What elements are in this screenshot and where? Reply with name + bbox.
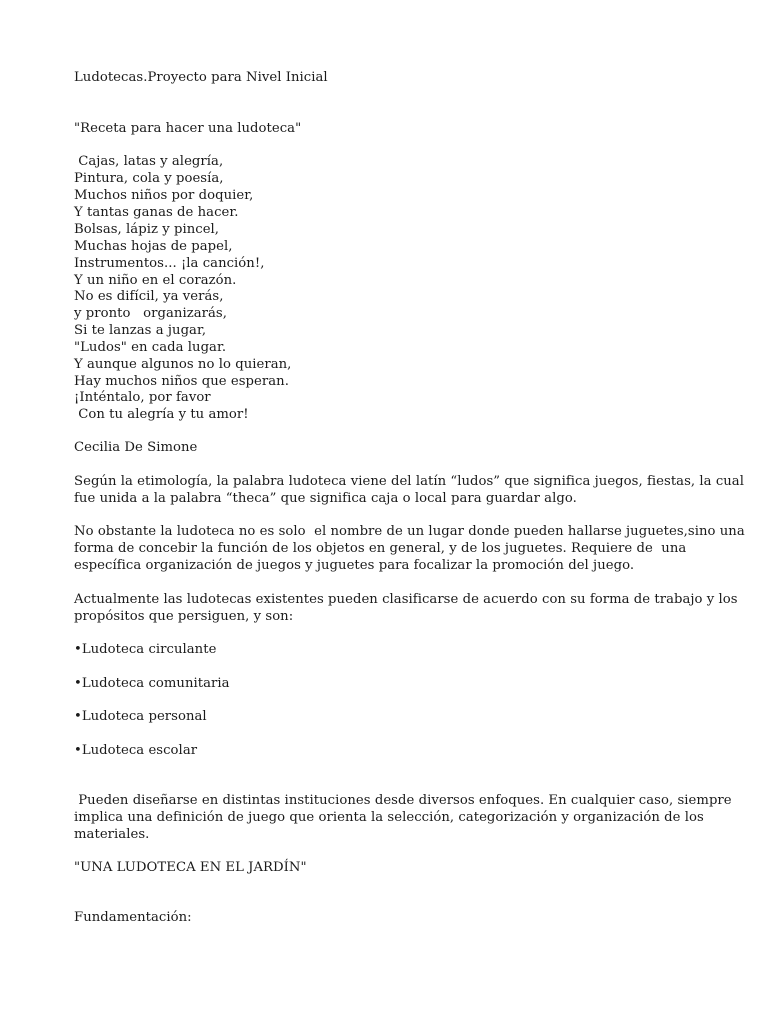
paragraph-line: forma de concebir la función de los objetos en general, y de los juguetes. Requiere de una <box>74 541 687 556</box>
paragraph-institutions <box>74 792 732 843</box>
poem-title: "Receta para hacer una ludoteca" <box>74 121 302 136</box>
paragraph-classification <box>74 591 738 625</box>
paragraph-etymology <box>74 473 744 507</box>
poem-line: Muchas hojas de papel, <box>74 239 233 254</box>
paragraph-line: fue unida a la palabra “theca” que significa caja o local para guardar algo. <box>74 491 577 506</box>
section-heading: "UNA LUDOTECA EN EL JARDÍN" <box>74 860 307 875</box>
paragraph-line: Pueden diseñarse en distintas instituciones desde diversos enfoques. En cualquier caso, siempre <box>74 793 732 808</box>
subheading: Fundamentación: <box>74 910 192 925</box>
poem-line: Si te lanzas a jugar, <box>74 323 207 338</box>
poem-line: Muchos niños por doquier, <box>74 188 254 203</box>
paragraph-concept <box>74 523 745 574</box>
poem-line: Bolsas, lápiz y pincel, <box>74 222 220 237</box>
poem-line: y pronto organizarás, <box>74 306 227 321</box>
paragraph-line: propósitos que persiguen, y son: <box>74 609 294 624</box>
poem-line: "Ludos" en cada lugar. <box>74 340 227 355</box>
paragraph-line: implica una definición de juego que orienta la selección, categorización y organización de los <box>74 810 704 825</box>
poem-line: Instrumentos... ¡la canción!, <box>74 256 265 271</box>
poem-line: Pintura, cola y poesía, <box>74 171 224 186</box>
poem-line: Y aunque algunos no lo quieran, <box>74 357 292 372</box>
paragraph-line: Actualmente las ludotecas existentes pueden clasificarse de acuerdo con su forma de trabajo y los <box>74 592 738 607</box>
poem-line: Y tantas ganas de hacer. <box>74 205 239 220</box>
list-item: •Ludoteca circulante <box>74 642 217 657</box>
paragraph-line: específica organización de juegos y juguetes para focalizar la promoción del juego. <box>74 558 635 573</box>
poem-line: Cajas, latas y alegría, <box>74 154 224 169</box>
poem-line: Hay muchos niños que esperan. <box>74 374 289 389</box>
document-page <box>74 0 745 1024</box>
poem-line: No es difícil, ya verás, <box>74 289 224 304</box>
poem-line: ¡Inténtalo, por favor <box>74 390 211 405</box>
list-item: •Ludoteca personal <box>74 709 207 724</box>
paragraph-line: materiales. <box>74 827 150 842</box>
list-item: •Ludoteca comunitaria <box>74 676 230 691</box>
poem-line: Y un niño en el corazón. <box>74 273 237 288</box>
poem-line: Con tu alegría y tu amor! <box>74 407 249 422</box>
document-title: Ludotecas.Proyecto para Nivel Inicial <box>74 70 328 85</box>
paragraph-line: Según la etimología, la palabra ludoteca viene del latín “ludos” que significa juegos, fiestas, la cual <box>74 474 744 489</box>
paragraph-line: No obstante la ludoteca no es solo el nombre de un lugar donde pueden hallarse juguetes,sino una <box>74 524 745 539</box>
list-item: •Ludoteca escolar <box>74 743 198 758</box>
poem-author: Cecilia De Simone <box>74 440 198 455</box>
